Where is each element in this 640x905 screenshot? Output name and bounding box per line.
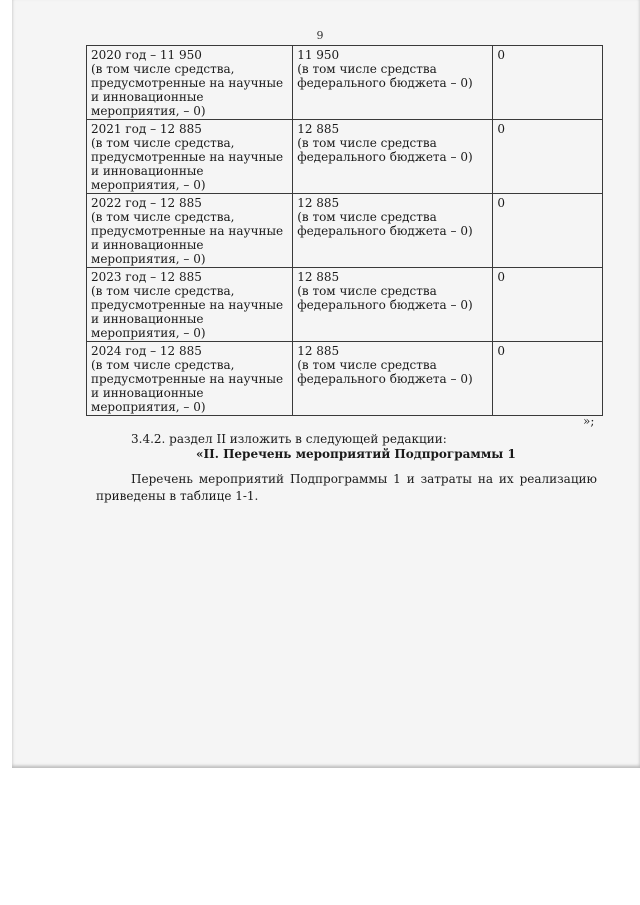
cell-line: федерального бюджета – 0)	[297, 150, 473, 164]
other-sources-cell: 0	[493, 120, 603, 194]
other-sources-cell: 0	[493, 194, 603, 268]
cell-line: 12 885	[297, 344, 340, 358]
table-row	[87, 120, 603, 194]
table-row	[87, 194, 603, 268]
budget-amount-cell	[293, 46, 493, 120]
cell-line: (в том числе средства	[297, 136, 437, 150]
year-total-cell	[87, 120, 293, 194]
cell-line: и инновационные	[91, 90, 204, 104]
year-total-cell	[87, 268, 293, 342]
cell-line: 2023 год – 12 885	[91, 270, 202, 284]
table-row	[87, 268, 603, 342]
cell-line: (в том числе средства,	[91, 284, 235, 298]
amendment-instruction: 3.4.2. раздел II изложить в следующей редакции:	[131, 432, 447, 446]
year-total-cell	[87, 46, 293, 120]
cell-line: федерального бюджета – 0)	[297, 372, 473, 386]
closing-quote: »;	[583, 414, 595, 428]
cell-line: предусмотренные на научные	[91, 76, 284, 90]
year-total-cell	[87, 194, 293, 268]
cell-line: (в том числе средства,	[91, 210, 235, 224]
cell-line: и инновационные	[91, 312, 204, 326]
budget-amount-cell	[293, 194, 493, 268]
cell-line: (в том числе средства	[297, 210, 437, 224]
cell-line: мероприятия, – 0)	[91, 400, 206, 414]
cell-line: федерального бюджета – 0)	[297, 298, 473, 312]
paragraph-line-2: приведены в таблице 1-1.	[96, 489, 259, 503]
cell-line: и инновационные	[91, 238, 204, 252]
funding-table	[86, 45, 603, 416]
section-heading: «II. Перечень мероприятий Подпрограммы 1	[196, 447, 516, 461]
cell-line: и инновационные	[91, 386, 204, 400]
cell-line: 2021 год – 12 885	[91, 122, 202, 136]
cell-line: 2024 год – 12 885	[91, 344, 202, 358]
paragraph-line-1: Перечень мероприятий Подпрограммы 1 и затраты на их реализацию	[131, 472, 597, 486]
table-row	[87, 342, 603, 416]
budget-amount-cell	[293, 120, 493, 194]
cell-line: (в том числе средства,	[91, 136, 235, 150]
other-sources-cell: 0	[493, 46, 603, 120]
cell-line: мероприятия, – 0)	[91, 104, 206, 118]
cell-line: (в том числе средства	[297, 284, 437, 298]
cell-line: предусмотренные на научные	[91, 224, 284, 238]
budget-amount-cell	[293, 268, 493, 342]
other-sources-cell: 0	[493, 342, 603, 416]
cell-line: 2022 год – 12 885	[91, 196, 202, 210]
cell-line: и инновационные	[91, 164, 204, 178]
table-row	[87, 46, 603, 120]
cell-line: (в том числе средства	[297, 62, 437, 76]
cell-line: федерального бюджета – 0)	[297, 76, 473, 90]
year-total-cell	[87, 342, 293, 416]
cell-line: предусмотренные на научные	[91, 150, 284, 164]
cell-line: 11 950	[297, 48, 340, 62]
cell-line: 12 885	[297, 196, 340, 210]
other-sources-cell: 0	[493, 268, 603, 342]
section-paragraph	[97, 471, 597, 505]
cell-line: мероприятия, – 0)	[91, 326, 206, 340]
page-number: 9	[316, 29, 324, 42]
cell-line: 12 885	[297, 122, 340, 136]
cell-line: 2020 год – 11 950	[91, 48, 202, 62]
cell-line: предусмотренные на научные	[91, 298, 284, 312]
budget-amount-cell	[293, 342, 493, 416]
cell-line: (в том числе средства,	[91, 62, 235, 76]
cell-line: предусмотренные на научные	[91, 372, 284, 386]
cell-line: (в том числе средства	[297, 358, 437, 372]
cell-line: (в том числе средства,	[91, 358, 235, 372]
cell-line: мероприятия, – 0)	[91, 178, 206, 192]
cell-line: федерального бюджета – 0)	[297, 224, 473, 238]
cell-line: мероприятия, – 0)	[91, 252, 206, 266]
cell-line: 12 885	[297, 270, 340, 284]
